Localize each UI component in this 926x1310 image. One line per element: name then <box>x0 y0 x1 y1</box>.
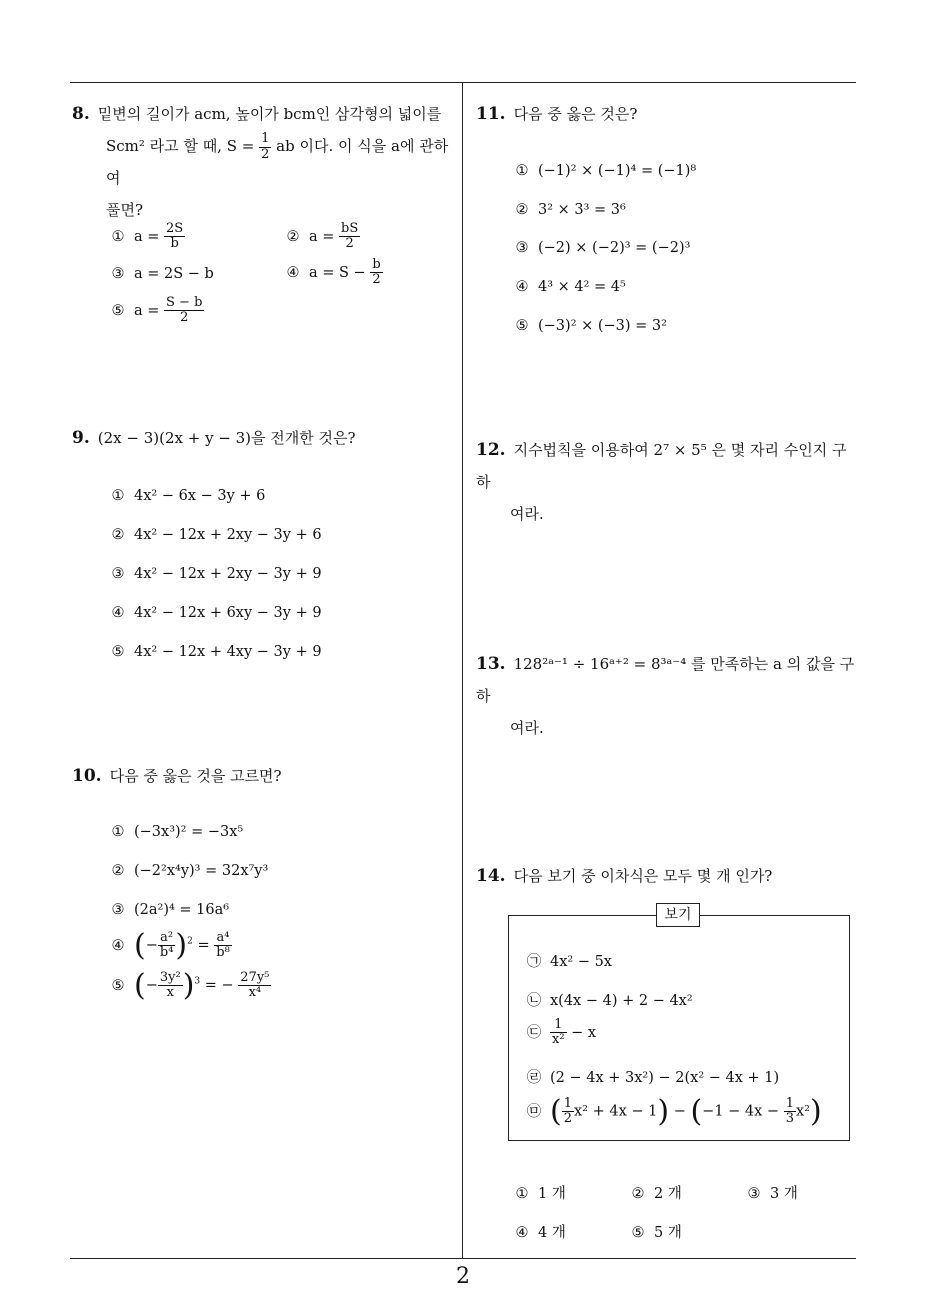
question-number: 12. <box>476 440 506 460</box>
question-text: 다음 중 옳은 것을 고르면? <box>109 767 282 785</box>
page-number: 2 <box>456 1264 470 1289</box>
question-9 <box>72 422 356 454</box>
question-text: 다음 중 옳은 것은? <box>513 105 638 123</box>
question-text-line2: 여라. <box>510 719 544 737</box>
question-text: 다음 보기 중 이차식은 모두 몇 개 인가? <box>513 867 773 885</box>
q14-choice-2[interactable]: ② 2 개 <box>631 1186 682 1202</box>
top-rule <box>70 82 856 83</box>
question-8 <box>72 98 458 226</box>
question-10 <box>72 760 282 792</box>
q8-choice-4[interactable]: ④ a = S − $\frac{b}{2}$ <box>286 257 381 288</box>
question-number: 11. <box>476 104 506 124</box>
q11-choice-3[interactable]: ③ (−2) × (−2)³ = (−2)³ <box>515 240 691 256</box>
example-box-label: 보기 <box>656 903 700 927</box>
q11-choice-4[interactable]: ④ 4³ × 4² = 4⁵ <box>515 279 626 295</box>
q14-choice-1[interactable]: ① 1 개 <box>515 1186 566 1202</box>
question-text-line2: 여라. <box>510 505 544 523</box>
q14-item-1: ㉠ 4x² − 5x <box>526 954 612 970</box>
question-text-line1: 밑변의 길이가 acm, 높이가 bcm인 삼각형의 넓이를 <box>97 105 442 123</box>
q14-item-4: ㉣ (2 − 4x + 3x²) − 2(x² − 4x + 1) <box>526 1070 780 1086</box>
q9-choice-5[interactable]: ⑤ 4x² − 12x + 4xy − 3y + 9 <box>111 644 322 660</box>
question-text-line1: 128²ᵃ⁻¹ ÷ 16ᵃ⁺² = 8³ᵃ⁻⁴ 를 만족하는 a 의 값을 구하 <box>476 655 855 705</box>
q11-choice-2[interactable]: ② 3² × 3³ = 3⁶ <box>515 202 626 218</box>
q8-choice-1[interactable]: ① a = $\frac{2S}{b}$ <box>111 221 184 252</box>
q11-choice-5[interactable]: ⑤ (−3)² × (−3) = 3² <box>515 318 667 334</box>
q9-choice-4[interactable]: ④ 4x² − 12x + 6xy − 3y + 9 <box>111 605 322 621</box>
q10-choice-1[interactable]: ① (−3x³)² = −3x⁵ <box>111 824 244 840</box>
q9-choice-3[interactable]: ③ 4x² − 12x + 2xy − 3y + 9 <box>111 566 322 582</box>
question-number: 9. <box>72 428 90 448</box>
q9-choice-2[interactable]: ② 4x² − 12x + 2xy − 3y + 6 <box>111 527 322 543</box>
question-12 <box>476 434 860 530</box>
q9-choice-1[interactable]: ① 4x² − 6x − 3y + 6 <box>111 488 266 504</box>
question-text-line2b: ab 이다. 이 식을 a에 관하여 <box>106 137 449 187</box>
question-14 <box>476 860 772 892</box>
bottom-rule <box>70 1258 856 1259</box>
column-divider <box>462 82 463 1258</box>
question-text-line2a: Scm² 라고 할 때, S = <box>106 137 255 155</box>
q14-choice-3[interactable]: ③ 3 개 <box>747 1186 798 1202</box>
q10-choice-4[interactable]: ④ (− $\frac{\text{a²}}{\text{b⁴}}$ )$^2$ = $\frac{\text{a⁴}}{\text{b⁸}}$ <box>111 928 230 963</box>
q14-item-2: ㉡ x(4x − 4) + 2 − 4x² <box>526 993 693 1009</box>
q8-choice-3[interactable]: ③ a = 2S − b <box>111 266 214 282</box>
question-number: 13. <box>476 654 506 674</box>
question-text-line3: 풀면? <box>106 201 144 219</box>
q10-choice-2[interactable]: ② (−2²x⁴y)³ = 32x⁷y³ <box>111 863 269 879</box>
q8-choice-5[interactable]: ⑤ a = $\frac{S - b}{2}$ <box>111 295 203 326</box>
question-text: (2x − 3)(2x + y − 3)을 전개한 것은? <box>97 429 356 447</box>
q11-choice-1[interactable]: ① (−1)² × (−1)⁴ = (−1)⁸ <box>515 163 697 179</box>
question-text-line1: 지수법칙을 이용하여 2⁷ × 5⁵ 은 몇 자리 수인지 구하 <box>476 441 847 491</box>
question-number: 10. <box>72 766 102 786</box>
question-13 <box>476 648 860 744</box>
question-11 <box>476 98 637 130</box>
q14-item-3: ㉢ $\frac{1}{\text{x²}}$ − x <box>526 1017 597 1048</box>
fraction-half: $\frac{1}{2}$ <box>261 131 270 162</box>
question-number: 8. <box>72 104 90 124</box>
q14-choice-5[interactable]: ⑤ 5 개 <box>631 1225 682 1241</box>
q10-choice-5[interactable]: ⑤ (− $\frac{\text{3y²}}{x}$ )$^3$ = − $\frac{\text{27y⁵}}{\text{x⁴}}$ <box>111 968 270 1003</box>
question-number: 14. <box>476 866 506 886</box>
q14-item-5: ㉤ ( $\frac{1}{2}$ x² + 4x − 1) − (−1 − 4x − $\frac{1}{3}$ x²) <box>526 1094 822 1129</box>
q10-choice-3[interactable]: ③ (2a²)⁴ = 16a⁶ <box>111 902 230 918</box>
q8-choice-2[interactable]: ② a = $\frac{bS}{2}$ <box>286 221 359 252</box>
q14-choice-4[interactable]: ④ 4 개 <box>515 1225 566 1241</box>
